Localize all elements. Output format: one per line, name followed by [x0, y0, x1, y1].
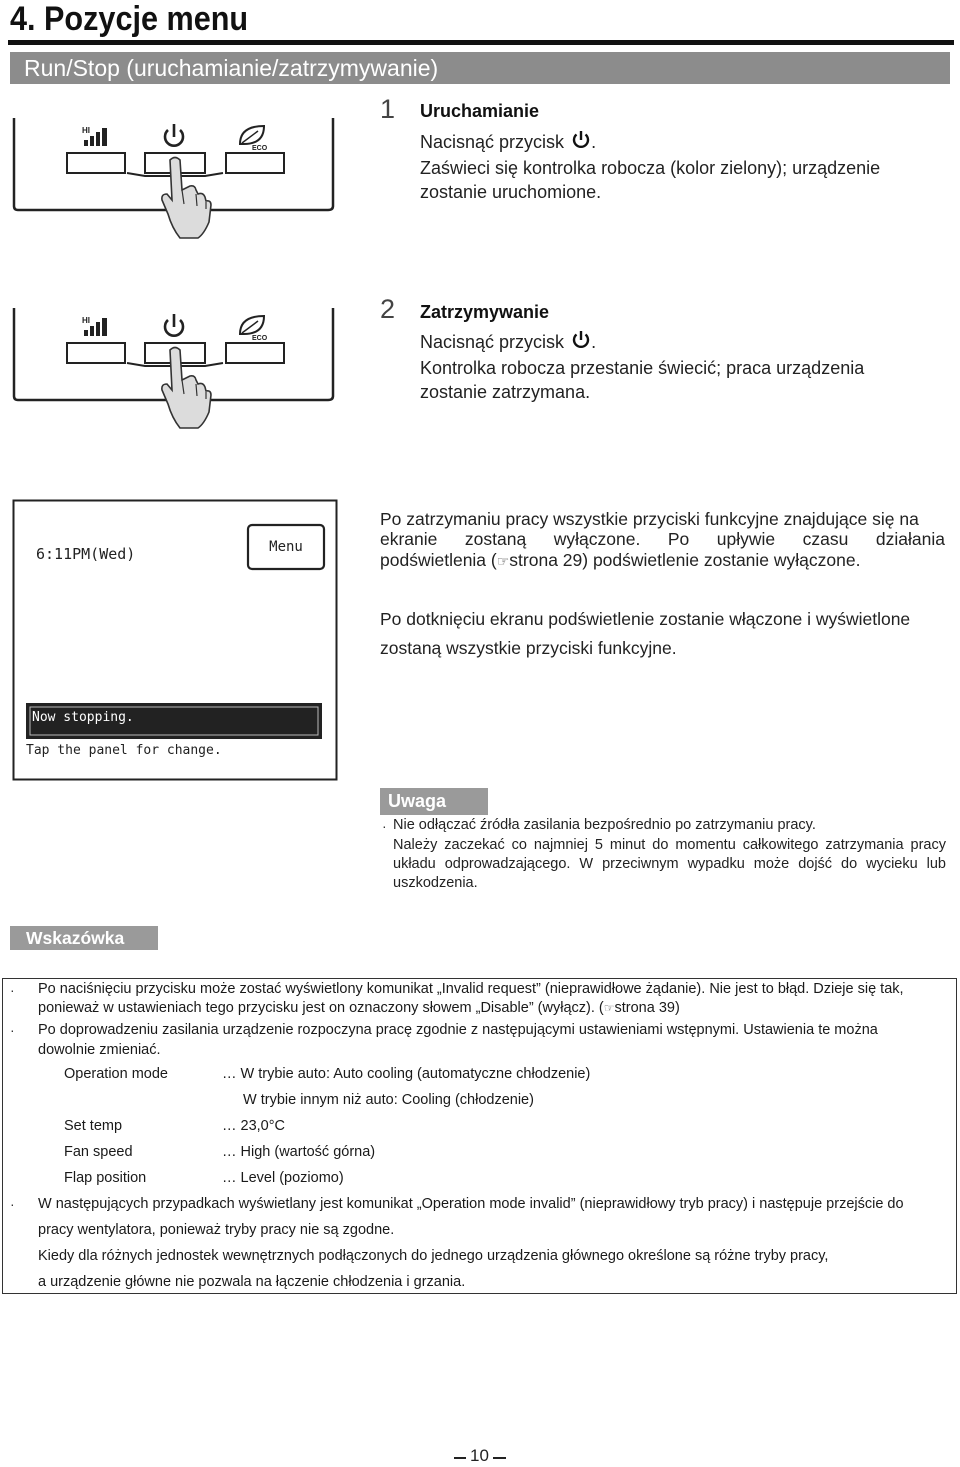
- svg-text:ECO: ECO: [252, 145, 268, 152]
- hint-text: W następujących przypadkach wyświetlany jest komunikat „Operation mode invalid” (nieprawidłowy tryb pracy) i następuje przejście do: [38, 1196, 904, 1212]
- stopped-info-line: Po zatrzymaniu pracy wszystkie przyciski funkcyjne znajdujące się na: [380, 509, 919, 529]
- stopped-info-line: [380, 549, 945, 572]
- svg-text:HI: HI: [82, 316, 90, 325]
- touch-info-line: Po dotknięciu ekranu podświetlenie zostanie włączone i wyświetlone: [380, 609, 911, 629]
- step-description: Kontrolka robocza przestanie świecić; praca urządzenia: [420, 358, 865, 378]
- stopped-info-text: podświetlenia (: [380, 550, 497, 570]
- bullet: ·: [10, 1022, 15, 1038]
- page-reference-icon: ☞: [603, 1001, 615, 1015]
- hi-fan-icon: [82, 316, 107, 336]
- eco-leaf-icon: [240, 316, 268, 342]
- default-setting-name: Flap position: [64, 1170, 147, 1186]
- step-instruction-punct: .: [591, 132, 597, 152]
- caution-label: Uwaga: [380, 788, 488, 815]
- hint-text: a urządzenie główne nie pozwala na łączenie chłodzenia i grzania.: [38, 1274, 466, 1290]
- stopped-info-line: ekranie zostaną wyłączone. Po upływie czasu działania: [380, 529, 945, 549]
- power-icon: [165, 314, 183, 336]
- hint-text: Po naciśnięciu przycisku może zostać wyświetlony komunikat „Invalid request” (nieprawidłowe żądanie). Nie jest to błąd. Dzieje się tak,: [38, 981, 904, 997]
- clock-display: 6:11PM(Wed): [36, 545, 136, 563]
- step-instruction-punct: .: [591, 332, 597, 352]
- step-instruction-text: Nacisnąć przycisk: [420, 132, 565, 152]
- step-number: 1: [380, 94, 396, 124]
- eco-leaf-icon: [240, 126, 268, 152]
- default-setting-value: W trybie innym niż auto: Cooling (chłodzenie): [243, 1092, 534, 1108]
- hi-fan-icon: [82, 126, 107, 146]
- caution-text: Nie odłączać źródła zasilania bezpośrednio po zatrzymaniu pracy.: [393, 817, 816, 833]
- default-setting-value: … Level (poziomo): [222, 1170, 344, 1186]
- touch-screen-illustration: [12, 499, 338, 781]
- page-number: 10: [466, 1446, 493, 1466]
- tap-hint: Tap the panel for change.: [26, 743, 222, 758]
- bullet: ·: [382, 818, 387, 834]
- hint-text: pracy wentylatora, ponieważ tryby pracy nie są zgodne.: [38, 1222, 395, 1238]
- step-instruction: [420, 130, 596, 154]
- menu-button: Menu: [269, 539, 303, 555]
- step-description: zostanie uruchomione.: [420, 182, 602, 202]
- bullet: ·: [10, 982, 15, 998]
- caution-text: Należy zaczekać co najmniej 5 minut do momentu całkowitego zatrzymania pracy: [393, 837, 946, 853]
- step-description: Zaświeci się kontrolka robocza (kolor zielony); urządzenie: [420, 158, 881, 178]
- page-reference-icon: ☞: [496, 553, 510, 569]
- section-title-bar: Run/Stop (uruchamianie/zatrzymywanie): [10, 52, 950, 84]
- bullet: ·: [10, 1196, 15, 1212]
- caution-text: uszkodzenia.: [393, 875, 478, 891]
- default-setting-name: Set temp: [64, 1118, 123, 1134]
- hint-text: dowolnie zmieniać.: [38, 1042, 161, 1058]
- power-icon: [571, 330, 591, 350]
- svg-text:ECO: ECO: [252, 335, 268, 342]
- hint-text-part: strona 39): [614, 1000, 680, 1016]
- power-icon: [571, 130, 591, 150]
- remote-illustration-stop: [12, 306, 337, 436]
- default-setting-name: Operation mode: [64, 1066, 168, 1082]
- step-instruction: [420, 330, 596, 354]
- hint-label: Wskazówka: [10, 926, 158, 950]
- stopped-info-text: strona 29) podświetlenie zostanie wyłączone.: [509, 550, 861, 570]
- default-setting-value: … 23,0°C: [222, 1118, 286, 1134]
- step-title: Zatrzymywanie: [420, 302, 550, 322]
- default-setting-value: … High (wartość górna): [222, 1144, 376, 1160]
- chapter-title: 4. Pozycje menu: [10, 0, 249, 38]
- hint-text: Kiedy dla różnych jednostek wewnętrznych podłączonych do jednego urządzenia głównego określone są różne tryby pracy,: [38, 1248, 829, 1264]
- hint-text: [38, 998, 948, 1018]
- chapter-rule: [8, 40, 954, 45]
- status-message: Now stopping.: [32, 710, 134, 725]
- power-icon: [165, 124, 183, 146]
- hint-text-part: ponieważ w ustawieniach tego przycisku jest on oznaczony słowem „Disable” (wyłącz). (: [38, 1000, 604, 1016]
- step-instruction-text: Nacisnąć przycisk: [420, 332, 565, 352]
- caution-text: układu odprowadzającego. W przeciwnym wypadku może dojść do wycieku lub: [393, 856, 946, 872]
- svg-text:HI: HI: [82, 126, 90, 135]
- hint-text: Po doprowadzeniu zasilania urządzenie rozpoczyna pracę zgodnie z następującymi ustawieniami wstępnymi. Ustawienia te można: [38, 1022, 878, 1038]
- remote-illustration-start: [12, 116, 337, 246]
- step-description: zostanie zatrzymana.: [420, 382, 591, 402]
- touch-info-line: zostaną wszystkie przyciski funkcyjne.: [380, 638, 677, 658]
- step-number: 2: [380, 294, 396, 324]
- default-setting-name: Fan speed: [64, 1144, 133, 1160]
- default-setting-value: … W trybie auto: Auto cooling (automatyczne chłodzenie): [222, 1066, 591, 1082]
- step-title: Uruchamianie: [420, 101, 540, 121]
